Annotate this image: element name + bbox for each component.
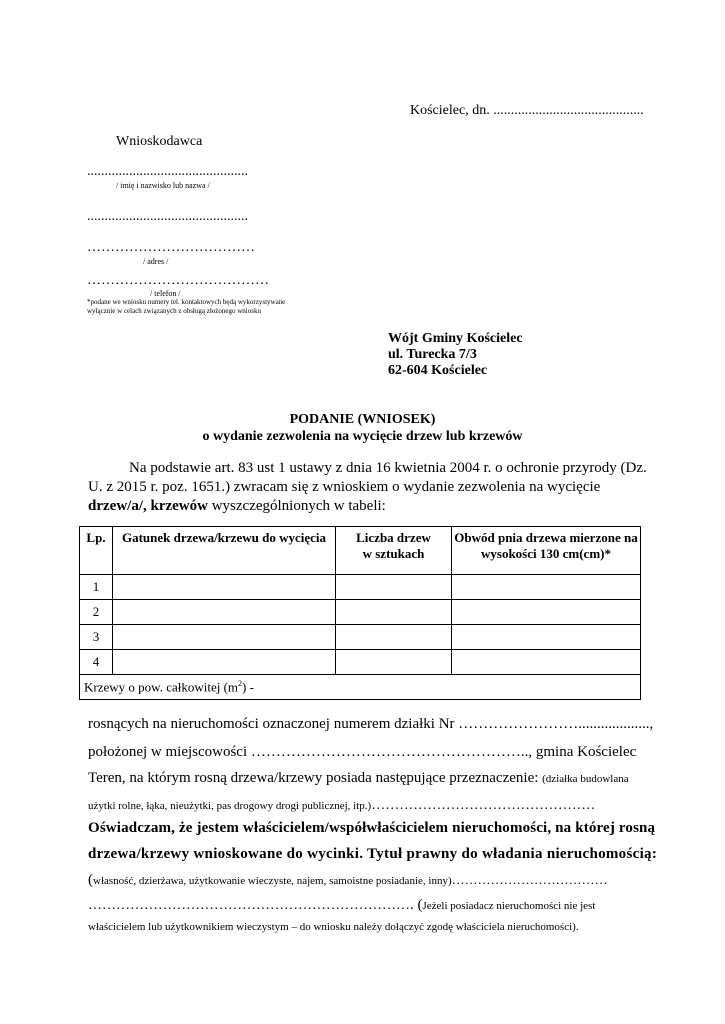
consent-line-2: właścicielem lub użytkownikiem wieczystym – do wniosku należy dołączyć zgodę właściciela nieruchomości). xyxy=(88,921,579,933)
species-cell[interactable] xyxy=(113,650,336,675)
consent-paren: . ( xyxy=(410,897,423,913)
phone-dots: ………………………………… xyxy=(87,273,269,288)
species-cell[interactable] xyxy=(113,600,336,625)
title-types: własność, dzierżawa, użytkowanie wieczyste, najem, samoistne posiadanie, inny) xyxy=(93,875,452,887)
table-row xyxy=(80,625,641,650)
consent-text-1: Jeżeli posiadacz nieruchomości nie jest xyxy=(422,900,596,912)
count-cell[interactable] xyxy=(336,575,452,600)
circumference-cell[interactable] xyxy=(452,600,641,625)
count-cell[interactable] xyxy=(336,650,452,675)
intro-rest-text: wyszczególnionych w tabeli: xyxy=(207,498,386,514)
document-subtitle: o wydanie zezwolenia na wycięcie drzew lub krzewów xyxy=(202,429,523,444)
shrubs-area-prefix: Krzewy o pow. całkowitej (m xyxy=(84,679,239,695)
name-caption: / imię i nazwisko lub nazwa / xyxy=(116,181,210,190)
intro-line-2: U. z 2015 r. poz. 1651.) zwracam się z wnioskiem o wydanie zezwolenia na wycięcie xyxy=(88,479,601,495)
count-cell[interactable] xyxy=(336,600,452,625)
location-line: położonej w miejscowości ……………………………………………….., gmina Kościelec xyxy=(88,744,637,760)
phone-note-line-2: wyłącznie w celach związanych z obsługą złożonego wniosku xyxy=(87,307,261,315)
land-use-main: Teren, na którym rosną drzewa/krzewy posiada następujące przeznaczenie: xyxy=(88,770,543,786)
header-circumference: Obwód pnia drzewa mierzone na wysokości 130 cm(cm)* xyxy=(452,527,641,575)
parcel-line: rosnących na nieruchomości oznaczonej numerem działki Nr ……………………..................., xyxy=(88,716,654,732)
declaration-line-2: drzewa/krzewy wnioskowane do wycinki. Tytuł prawny do władania nieruchomością: xyxy=(88,846,658,862)
recipient-line-3: 62-604 Kościelec xyxy=(388,363,488,378)
row-number: 3 xyxy=(80,625,113,650)
consent-dots: …………………………………………………………… xyxy=(88,898,410,913)
trees-table xyxy=(79,526,641,700)
name-dots: .............................................. xyxy=(87,164,248,179)
phone-caption: / telefon / xyxy=(150,289,181,298)
land-use-line xyxy=(88,770,629,787)
count-cell[interactable] xyxy=(336,625,452,650)
header-lp: Lp. xyxy=(80,527,113,575)
shrubs-area-cell xyxy=(80,675,641,700)
species-cell[interactable] xyxy=(113,625,336,650)
shrubs-area-suffix: ) - xyxy=(242,679,254,695)
shrubs-area-sup: 2 xyxy=(238,678,243,688)
document-title: PODANIE (WNIOSEK) xyxy=(289,412,436,427)
title-types-paren: ( xyxy=(88,872,93,888)
consent-line-1 xyxy=(88,897,595,914)
intro-bold-text: drzew/a/, krzewów xyxy=(88,498,208,514)
address-dots: ……………………………… xyxy=(87,240,255,255)
applicant-label: Wnioskodawca xyxy=(116,134,203,149)
header-species: Gatunek drzewa/krzewu do wycięcia xyxy=(113,527,336,575)
header-count: Liczba drzew w sztukach xyxy=(336,527,452,575)
recipient-line-1: Wójt Gminy Kościelec xyxy=(388,331,523,346)
intro-line-3 xyxy=(88,498,386,515)
land-use-line-2 xyxy=(88,798,595,814)
recipient-line-2: ul. Turecka 7/3 xyxy=(388,347,477,362)
land-use-hint: (działka budowlana xyxy=(542,773,629,785)
name-dots-2: .............................................. xyxy=(87,209,248,224)
species-cell[interactable] xyxy=(113,575,336,600)
intro-line-1: Na podstawie art. 83 ust 1 ustawy z dnia 16 kwietnia 2004 r. o ochronie przyrody (Dz. xyxy=(129,460,647,476)
table-row xyxy=(80,650,641,675)
table-header-row xyxy=(80,527,641,575)
table-footer-row xyxy=(80,675,641,700)
land-use-dots: ………………………………………… xyxy=(371,798,596,813)
row-number: 4 xyxy=(80,650,113,675)
table-row xyxy=(80,600,641,625)
table-row xyxy=(80,575,641,600)
row-number: 2 xyxy=(80,600,113,625)
title-types-dots: ……………………………… xyxy=(451,872,608,887)
circumference-cell[interactable] xyxy=(452,625,641,650)
phone-note-line-1: *podane we wniosku numery tel. kontaktowych będą wykorzystywane xyxy=(87,298,286,306)
row-number: 1 xyxy=(80,575,113,600)
circumference-cell[interactable] xyxy=(452,650,641,675)
address-caption: / adres / xyxy=(143,257,169,266)
declaration-line-1: Oświadczam, że jestem właścicielem/współwłaścicielem nieruchomości, na której rosną xyxy=(88,820,656,836)
place-date: Kościelec, dn. ........................................... xyxy=(410,103,644,118)
circumference-cell[interactable] xyxy=(452,575,641,600)
land-use-hint-2: użytki rolne, łąka, nieużytki, pas drogowy drogi publicznej, itp.) xyxy=(88,800,372,812)
title-types-line xyxy=(88,872,608,889)
